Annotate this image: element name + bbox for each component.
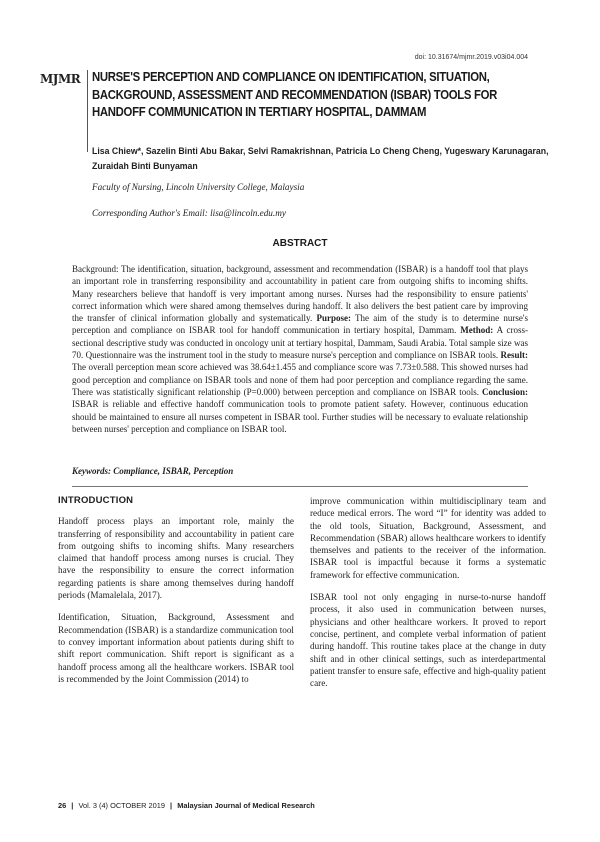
page-number: 26	[58, 801, 67, 810]
abstract-result: The overall perception mean score achieved was 38.64±1.455 and compliance score was 7.73±0.588. This showed nurses had good perception and compliance on ISBAR tools and none of them had poor perception and compliance regarding the same. There was statistically significant relationship (P=0.000) between perception and compliance on ISBAR tools.	[72, 362, 528, 397]
abstract-conclusion: ISBAR is reliable and effective handoff communication tools to promote patient safety. However, continuous education should be maintained to ensure all nurses competent in ISBAR tool. Further studies will be necessary to evaluate relationship between nurses' perception and compliance on ISBAR tool.	[72, 399, 528, 434]
author-list: Lisa Chiew*, Sazelin Binti Abu Bakar, Selvi Ramakrishnan, Patricia Lo Cheng Cheng, Yugeswary Karunagaran, Zuraidah Binti Bunyaman	[92, 146, 549, 172]
abstract-heading: ABSTRACT	[272, 238, 328, 249]
paper-title: NURSE'S PERCEPTION AND COMPLIANCE ON IDENTIFICATION, SITUATION, BACKGROUND, ASSESSMENT AND RECOMMENDATION (ISBAR) TOOLS FOR HANDOFF COMMUNICATION IN TERTIARY HOSPITAL, DAMMAM	[92, 69, 498, 119]
result-label: Result:	[500, 350, 528, 361]
intro-paragraph-1: Handoff process plays an important role, mainly the transferring of responsibility and accountability in patient care from outgoing shifts to incoming shifts. Many researchers claimed that handoff process among nurses is crucial. They have the responsibility to ensure the correct information regarding patients is share among themselves during handoff periods (Mamalelala, 2017).	[58, 516, 294, 601]
intro-paragraph-3: improve communication within multidisciplinary team and reduce medical errors. The word “I” for identity was added to the old tools, Situation, Background, Assessment, and Recommendation (SBAR) allows healthcare workers to identify themselves and patients to the receiver of the information. ISBAR tool is impactful because it forms a systematic framework for effective communication.	[310, 496, 546, 580]
corresponding-email: Corresponding Author's Email: lisa@lincoln.edu.my	[92, 208, 286, 218]
footer-separator-1: |	[71, 801, 74, 810]
intro-paragraph-4: ISBAR tool not only engaging in nurse-to-nurse handoff process, it also used in communication between nurses, physicians and other healthcare workers. It proved to report concise, pertinent, and complete verbal information of patient during handoff. This routine takes place at the change in duty shift and in other clinical settings, such as interdepartmental patient transfer to ensure safe, effective and high-quality patient care.	[310, 592, 546, 689]
left-column	[58, 495, 294, 695]
page-footer	[58, 801, 315, 810]
journal-logo: MJMR	[40, 72, 81, 86]
intro-paragraph-2: Identification, Situation, Background, Assessment and Recommendation (ISBAR) is a standardize communication tool to convey important information about patients during shift to shift report communication. Shift report is significant as a handoff process among all the healthcare workers. ISBAR tool is recommended by the Joint Commission (2014) to	[58, 612, 294, 684]
conclusion-label: Conclusion:	[482, 386, 529, 397]
journal-name: Malaysian Journal of Medical Research	[177, 801, 315, 810]
section-divider	[72, 486, 528, 487]
right-column	[310, 495, 546, 699]
volume-info: Vol. 3 (4) OCTOBER 2019	[78, 801, 165, 810]
method-label: Method:	[460, 325, 494, 336]
footer-separator-2: |	[170, 801, 173, 810]
title-rule	[87, 70, 88, 152]
affiliation: Faculty of Nursing, Lincoln University College, Malaysia	[92, 182, 305, 192]
purpose-label: Purpose:	[316, 313, 351, 324]
abstract-background: Background: The identification, situation, background, assessment and recommendation (ISBAR) is a handoff tool that plays an important role in transferring responsibility and accountability in patient care from outgoing shifts to incoming shifts. Many researchers believe that handoff is very important among nurses. Nurses had the responsibility to ensure patients' correct information which were shared among themselves during handoff. It also delivers the best patient care by improving the transfer of clinical information globally and systematically.	[72, 264, 528, 324]
abstract-purpose: The aim of the study is to determine nurse's perception and compliance on ISBAR tool for handoff communication in tertiary hospital, Dammam.	[72, 313, 528, 336]
keywords: Keywords: Compliance, ISBAR, Perception	[72, 466, 234, 476]
abstract-body	[72, 263, 528, 435]
doi-text: doi: 10.31674/mjmr.2019.v03i04.004	[414, 54, 528, 61]
introduction-heading: INTRODUCTION	[58, 495, 134, 506]
abstract-method: A cross-sectional descriptive study was conducted in oncology unit at tertiary hospital, Dammam, Saudi Arabia. Total sample size was 70. Questionnaire was the instrument tool in the study to measure nurse's perception and compliance on ISBAR tools.	[72, 325, 529, 361]
